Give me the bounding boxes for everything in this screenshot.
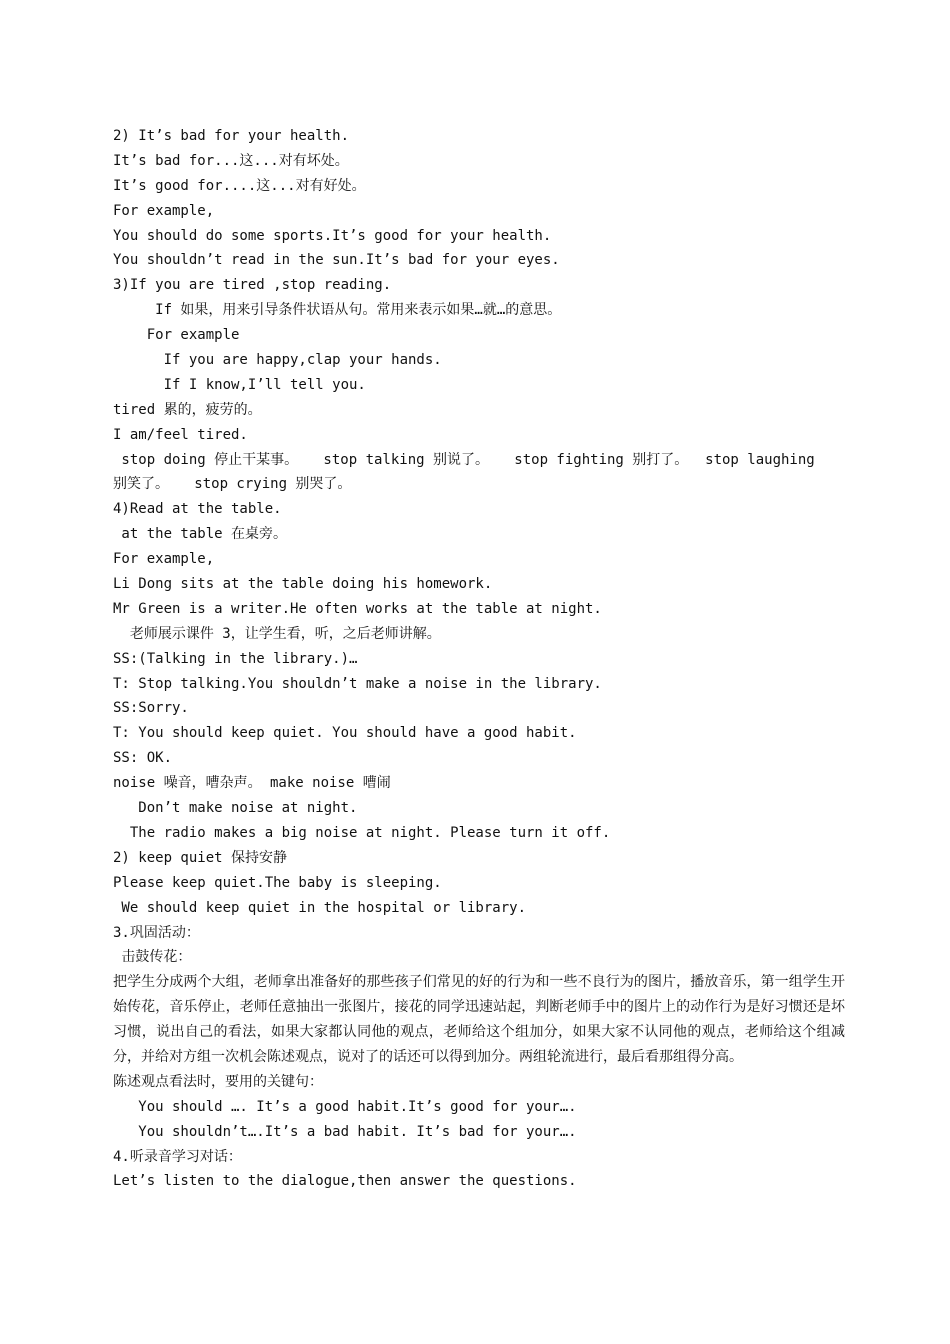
dialogue-line: SS:(Talking in the library.)…: [113, 650, 358, 667]
text-line: You should …. It’s a good habit.It’s good for your….: [113, 1098, 577, 1115]
text-line: I am/feel tired.: [113, 426, 248, 443]
text-line: stop doing 停止干某事。 stop talking 别说了。 stop fighting 别打了。 stop laughing: [113, 451, 815, 468]
text-line: For example: [113, 327, 240, 344]
text-line: You shouldn’t….It’s a bad habit. It’s bad for your….: [113, 1123, 577, 1140]
text-line: 别笑了。 stop crying 别哭了。: [113, 476, 352, 493]
dialogue-line: SS: OK.: [113, 750, 173, 767]
section-heading: 4)Read at the table.: [113, 501, 282, 518]
dialogue-line: T: You should keep quiet. You should have a good habit.: [113, 725, 577, 742]
section-heading: 3.巩固活动：: [113, 924, 200, 941]
text-line: tired 累的，疲劳的。: [113, 401, 262, 418]
text-line: Li Dong sits at the table doing his homework.: [113, 576, 493, 593]
text-line: It’s good for....这...对有好处。: [113, 177, 366, 194]
section-heading: 3)If you are tired ,stop reading.: [113, 277, 392, 294]
text-line: It’s bad for...这...对有坏处。: [113, 152, 349, 169]
text-line: Don’t make noise at night.: [113, 800, 358, 817]
text-line: 击鼓传花：: [113, 949, 192, 966]
text-line: at the table 在桌旁。: [113, 526, 288, 543]
text-line: Let’s listen to the dialogue,then answer the questions.: [113, 1173, 577, 1190]
document-body: [113, 124, 845, 1194]
section-heading: 4.听录音学习对话：: [113, 1148, 242, 1165]
section-heading: 2) keep quiet 保持安静: [113, 849, 288, 866]
text-line: 陈述观点看法时，要用的关键句：: [113, 1073, 323, 1090]
text-line: We should keep quiet in the hospital or library.: [113, 899, 527, 916]
text-line: If 如果，用来引导条件状语从句。常用来表示如果…就…的意思。: [113, 302, 562, 319]
text-line: If you are happy,clap your hands.: [113, 352, 442, 369]
activity-description-paragraph: 把学生分成两个大组，老师拿出准备好的那些孩子们常见的好的行为和一些不良行为的图片，播放音乐，第一组学生开始传花，音乐停止，老师任意抽出一张图片，接花的同学迅速站起，判断老师手中的图片上的动作行为是好习惯还是坏习惯，说出自己的看法，如果大家都认同他的观点，老师给这个组加分，如果大家不认同他的观点，老师给这个组减分，并给对方组一次机会陈述观点，说对了的话还可以得到加分。两组轮流进行，最后看那组得分高。: [113, 974, 845, 1065]
text-line: 老师展示课件 3，让学生看，听，之后老师讲解。: [113, 625, 441, 642]
text-line: 2) It’s bad for your health.: [113, 128, 350, 144]
text-line: For example,: [113, 551, 215, 568]
text-line: For example,: [113, 202, 215, 219]
text-line: noise 噪音，嘈杂声。 make noise 嘈闹: [113, 775, 391, 792]
text-line: You shouldn’t read in the sun.It’s bad for your eyes.: [113, 252, 560, 269]
text-line: You should do some sports.It’s good for your health.: [113, 227, 552, 244]
text-line: Mr Green is a writer.He often works at the table at night.: [113, 600, 602, 617]
text-line: If I know,I’ll tell you.: [113, 376, 366, 393]
text-line: Please keep quiet.The baby is sleeping.: [113, 874, 442, 891]
dialogue-line: T: Stop talking.You shouldn’t make a noise in the library.: [113, 675, 602, 692]
text-line: The radio makes a big noise at night. Please turn it off.: [113, 824, 611, 841]
dialogue-line: SS:Sorry.: [113, 700, 189, 717]
